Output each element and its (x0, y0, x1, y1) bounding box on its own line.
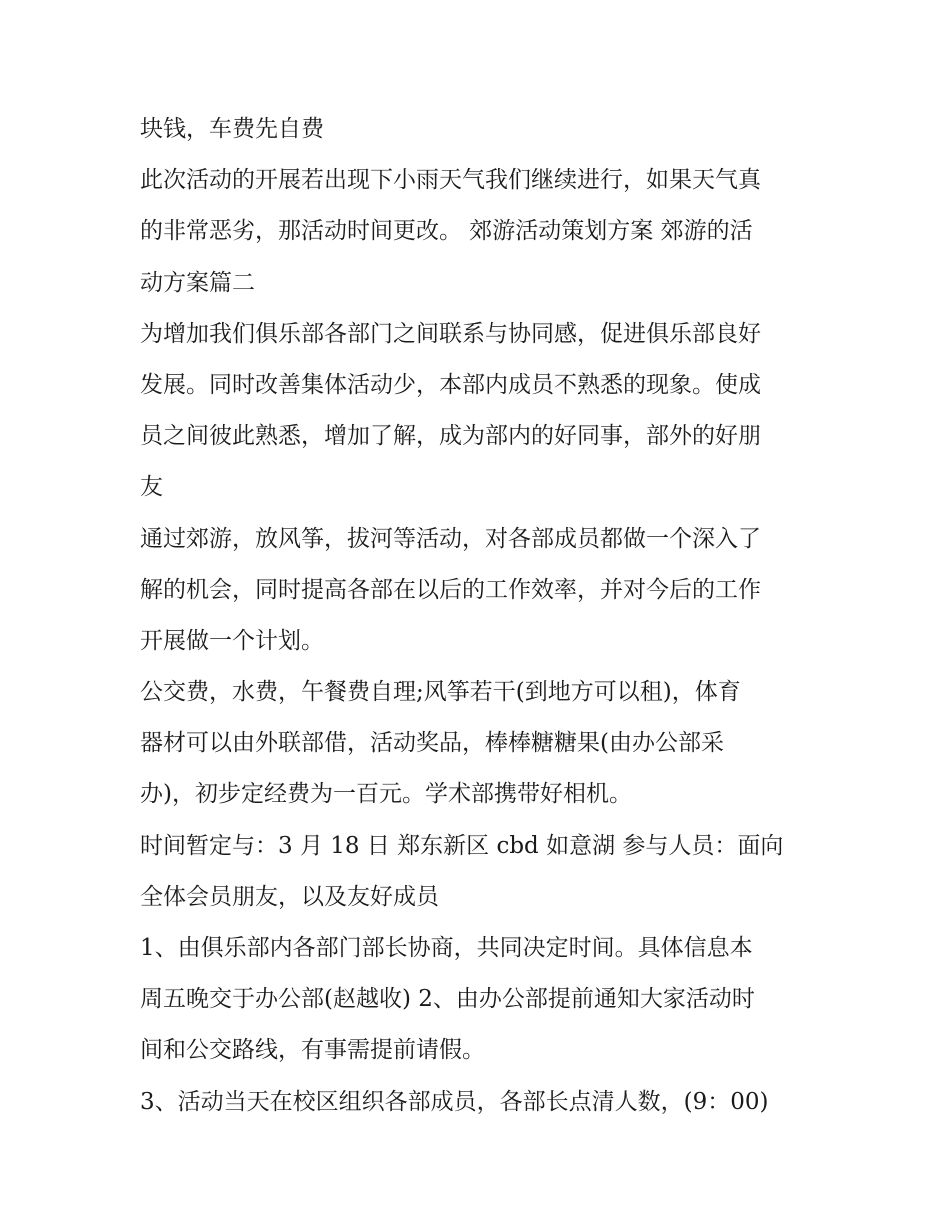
text-line-17: 1、由俱乐部内各部门部长协商，共同决定时间。具体信息本 (140, 935, 753, 961)
text-line-4: 动方案篇二 (140, 269, 255, 296)
text-line-2: 此次活动的开展若出现下小雨天气我们继续进行，如果天气真 (140, 167, 761, 194)
text-line-11: 开展做一个计划。 (140, 627, 324, 654)
text-line-8: 友 (140, 474, 163, 501)
text-line-9: 通过郊游，放风筝，拔河等活动，对各部成员都做一个深入了 (140, 525, 761, 552)
text-line-15: 时间暂定与：3 月 18 日 郑东新区 cbd 如意湖 参与人员：面向 (140, 832, 784, 859)
text-line-3: 的非常恶劣，那活动时间更改。 郊游活动策划方案 郊游的活 (140, 218, 753, 245)
document-body (140, 104, 830, 1128)
text-line-7: 员之间彼此熟悉，增加了解，成为部内的好同事，部外的好朋 (140, 423, 761, 450)
text-line-13: 器材可以由外联部借，活动奖品，棒棒糖糖果(由办公部采 (140, 730, 724, 757)
text-line-5: 为增加我们俱乐部各部门之间联系与协同感，促进俱乐部良好 (140, 320, 761, 347)
text-line-6: 发展。同时改善集体活动少，本部内成员不熟悉的现象。使成 (140, 371, 761, 398)
text-line-12: 公交费，水费，午餐费自理;风筝若干(到地方可以租)，体育 (140, 679, 741, 706)
text-line-14: 办)，初步定经费为一百元。学术部携带好相机。 (140, 781, 632, 808)
text-line-10: 解的机会，同时提高各部在以后的工作效率，并对今后的工作 (140, 576, 761, 603)
text-line-18: 周五晚交于办公部(赵越收) 2、由办公部提前通知大家活动时 (140, 986, 755, 1013)
text-line-20: 3、活动当天在校区组织各部成员，各部长点清人数，(9：00) (140, 1088, 769, 1115)
text-line-16: 全体会员朋友，以及友好成员 (140, 883, 439, 910)
text-line-1: 块钱，车费先自费 (140, 116, 324, 142)
text-line-19: 间和公交路线，有事需提前请假。 (140, 1037, 485, 1064)
